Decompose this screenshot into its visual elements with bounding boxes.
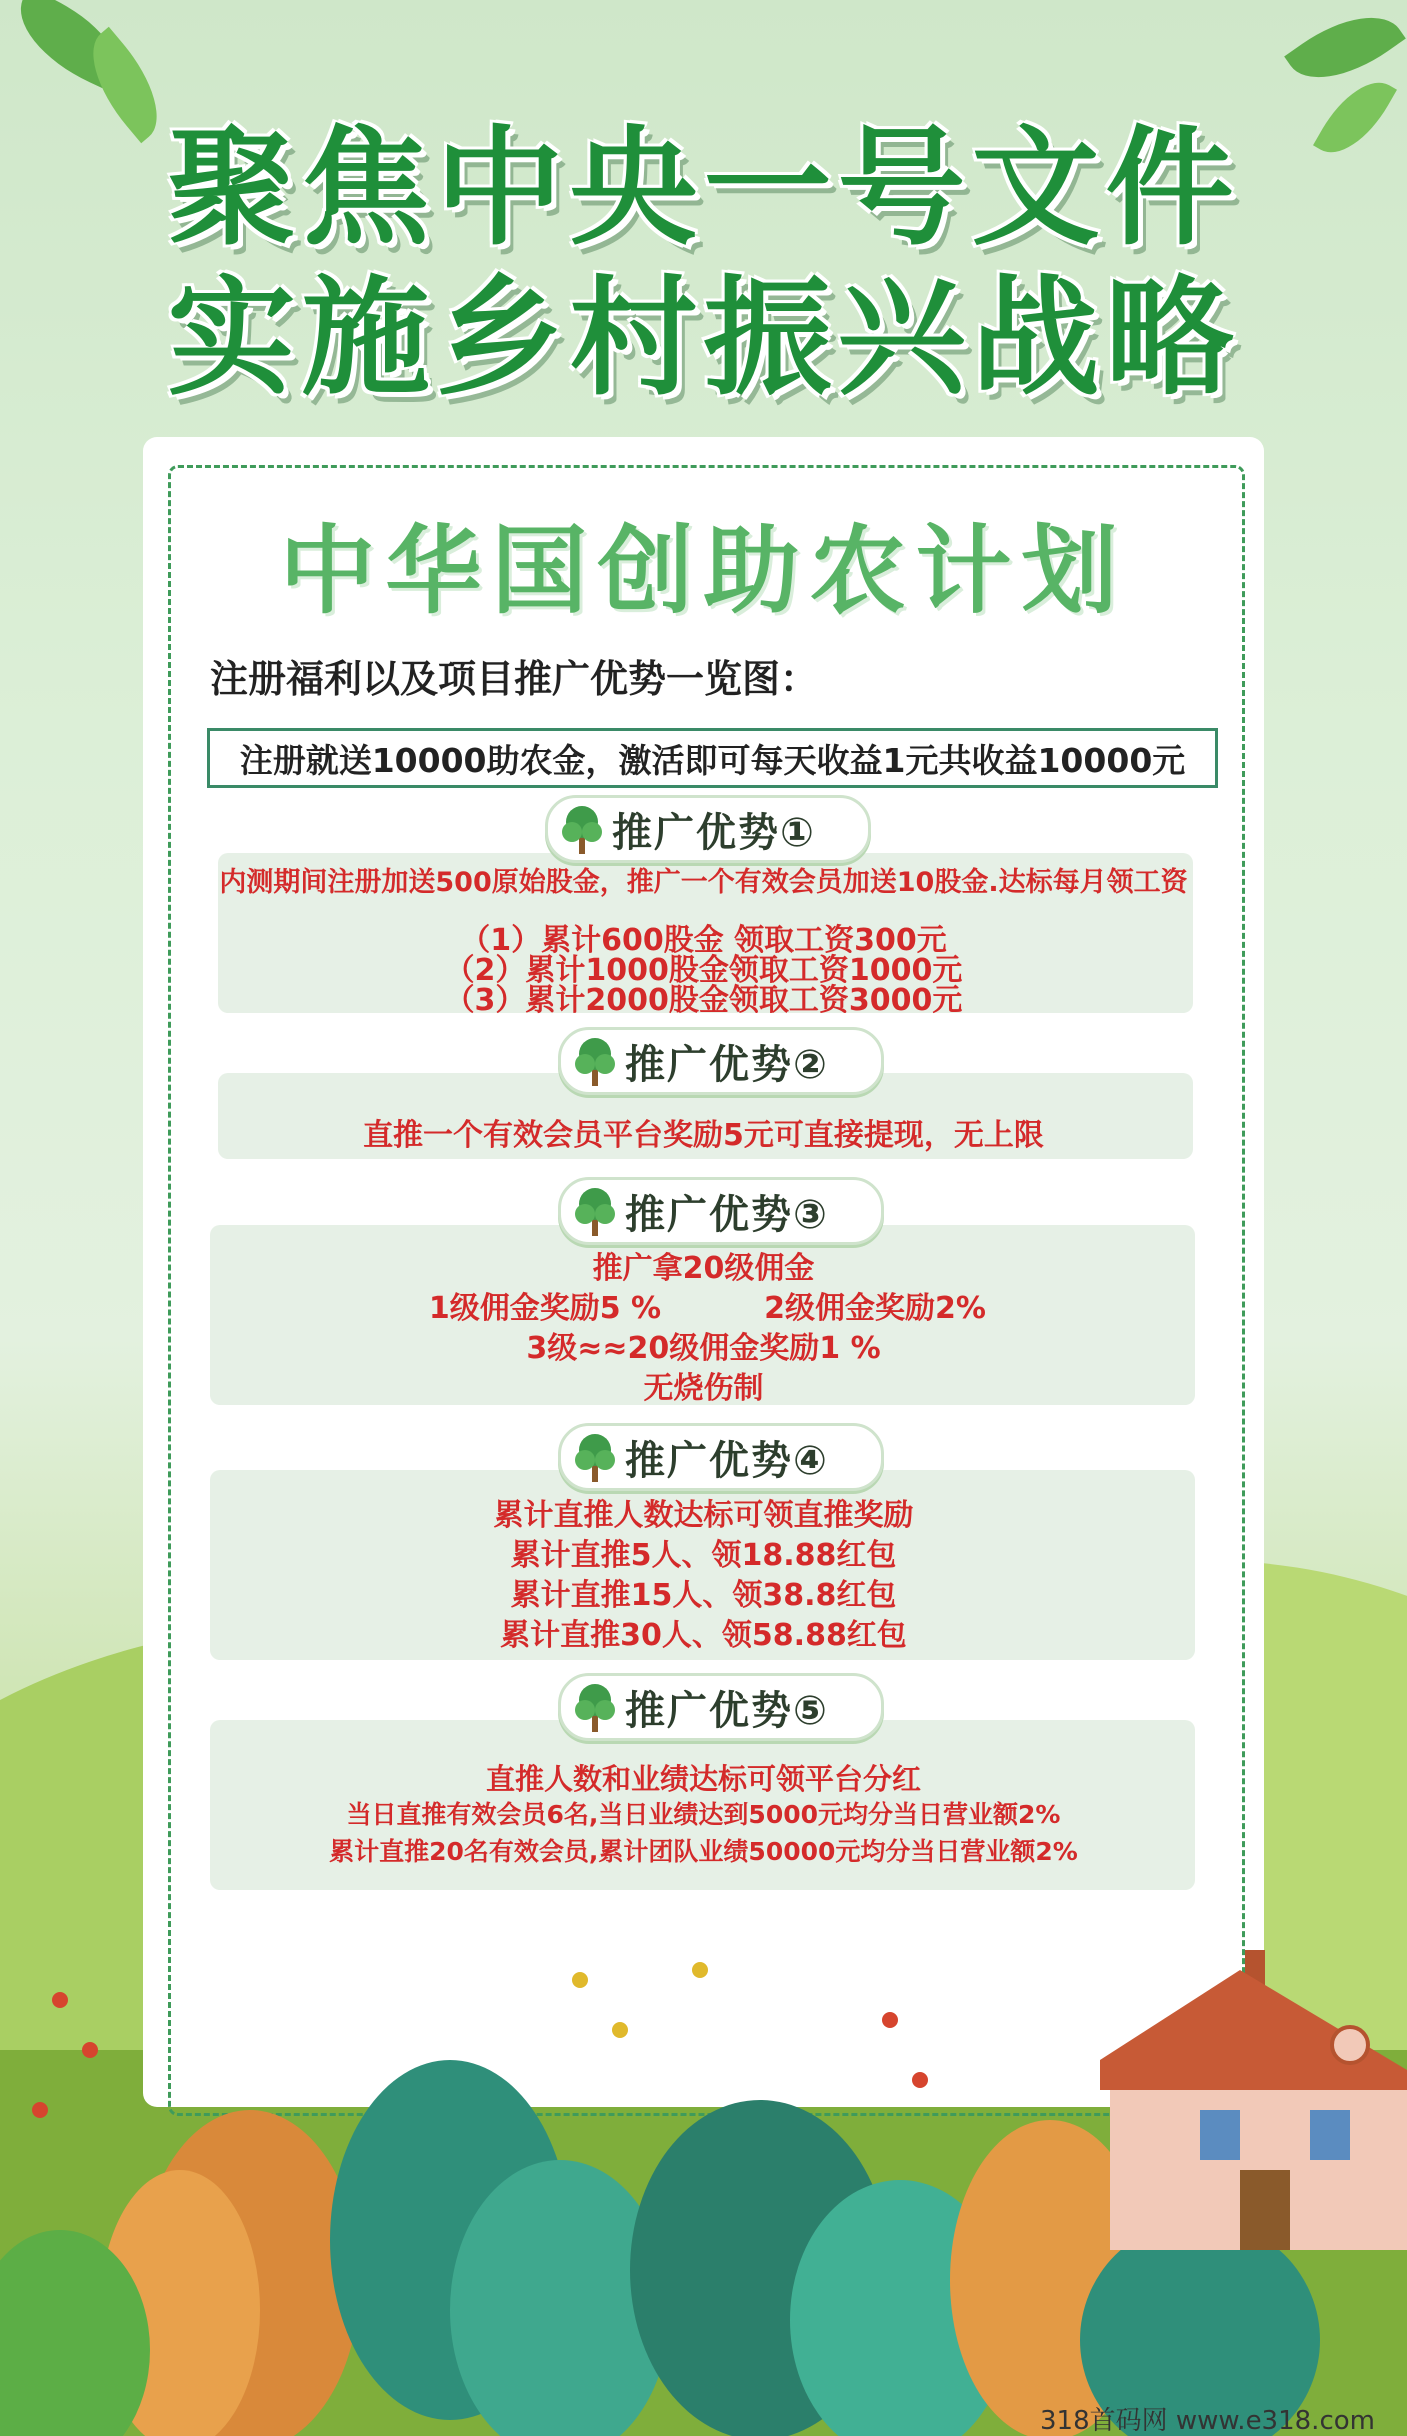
headline-line1: 聚焦中央一号文件 — [167, 114, 1240, 263]
tree-icon — [571, 1430, 619, 1484]
section-5-line: 累计直推20名有效会员,累计团队业绩50000元均分当日营业额2% — [329, 1837, 1078, 1866]
watermark: 318首码网 www.e318.com — [1040, 2406, 1375, 2436]
section-1-line: （2）累计1000股金领取工资1000元 — [444, 953, 963, 988]
tree-icon — [571, 1680, 619, 1734]
section-3-line: 3级≈≈20级佣金奖励1 % — [526, 1331, 881, 1366]
section-5-line: 直推人数和业绩达标可领平台分红 — [485, 1762, 921, 1796]
section-2-pill — [558, 1027, 884, 1095]
section-3-line: 推广拿20级佣金 — [592, 1251, 815, 1286]
registration-banner: 注册就送10000助农金，激活即可每天收益1元共收益10000元 — [207, 728, 1218, 788]
section-3-line: 1级佣金奖励5 % — [428, 1291, 662, 1326]
section-4-label: 推广优势④ — [625, 1437, 829, 1484]
tree-icon — [571, 1184, 619, 1238]
section-1-pill — [545, 795, 871, 863]
section-3-line: 无烧伤制 — [643, 1371, 764, 1406]
section-4-line: 累计直推5人、领18.88红包 — [510, 1538, 897, 1573]
section-1-line: （3）累计2000股金领取工资3000元 — [444, 983, 963, 1018]
section-5-line: 当日直推有效会员6名,当日业绩达到5000元均分当日营业额2% — [346, 1800, 1061, 1829]
tree-icon — [571, 1034, 619, 1088]
section-3-pill — [558, 1177, 884, 1245]
section-3-line: 2级佣金奖励2% — [764, 1291, 986, 1326]
section-2-label: 推广优势② — [625, 1041, 829, 1088]
house-icon — [1080, 1950, 1407, 2250]
tree-icon — [558, 802, 606, 856]
section-5-pill — [558, 1673, 884, 1741]
section-1-line: （1）累计600股金 领取工资300元 — [460, 923, 947, 958]
headline-line2: 实施乡村振兴战略 — [167, 264, 1240, 413]
section-4-pill — [558, 1423, 884, 1491]
section-5-label: 推广优势⑤ — [625, 1687, 829, 1734]
section-4-line: 累计直推人数达标可领直推奖励 — [493, 1498, 914, 1533]
section-3-label: 推广优势③ — [625, 1191, 829, 1238]
plan-title: 中华国创助农计划 — [279, 515, 1128, 627]
intro-text: 注册福利以及项目推广优势一览图： — [210, 657, 819, 701]
section-4-line: 累计直推30人、领58.88红包 — [500, 1618, 907, 1653]
section-4-line: 累计直推15人、领38.8红包 — [510, 1578, 897, 1613]
section-1-label: 推广优势① — [612, 809, 816, 856]
section-1-line: 内测期间注册加送500原始股金，推广一个有效会员加送10股金.达标每月领工资 — [219, 867, 1188, 898]
section-2-line: 直推一个有效会员平台奖励5元可直接提现，无上限 — [363, 1118, 1044, 1153]
